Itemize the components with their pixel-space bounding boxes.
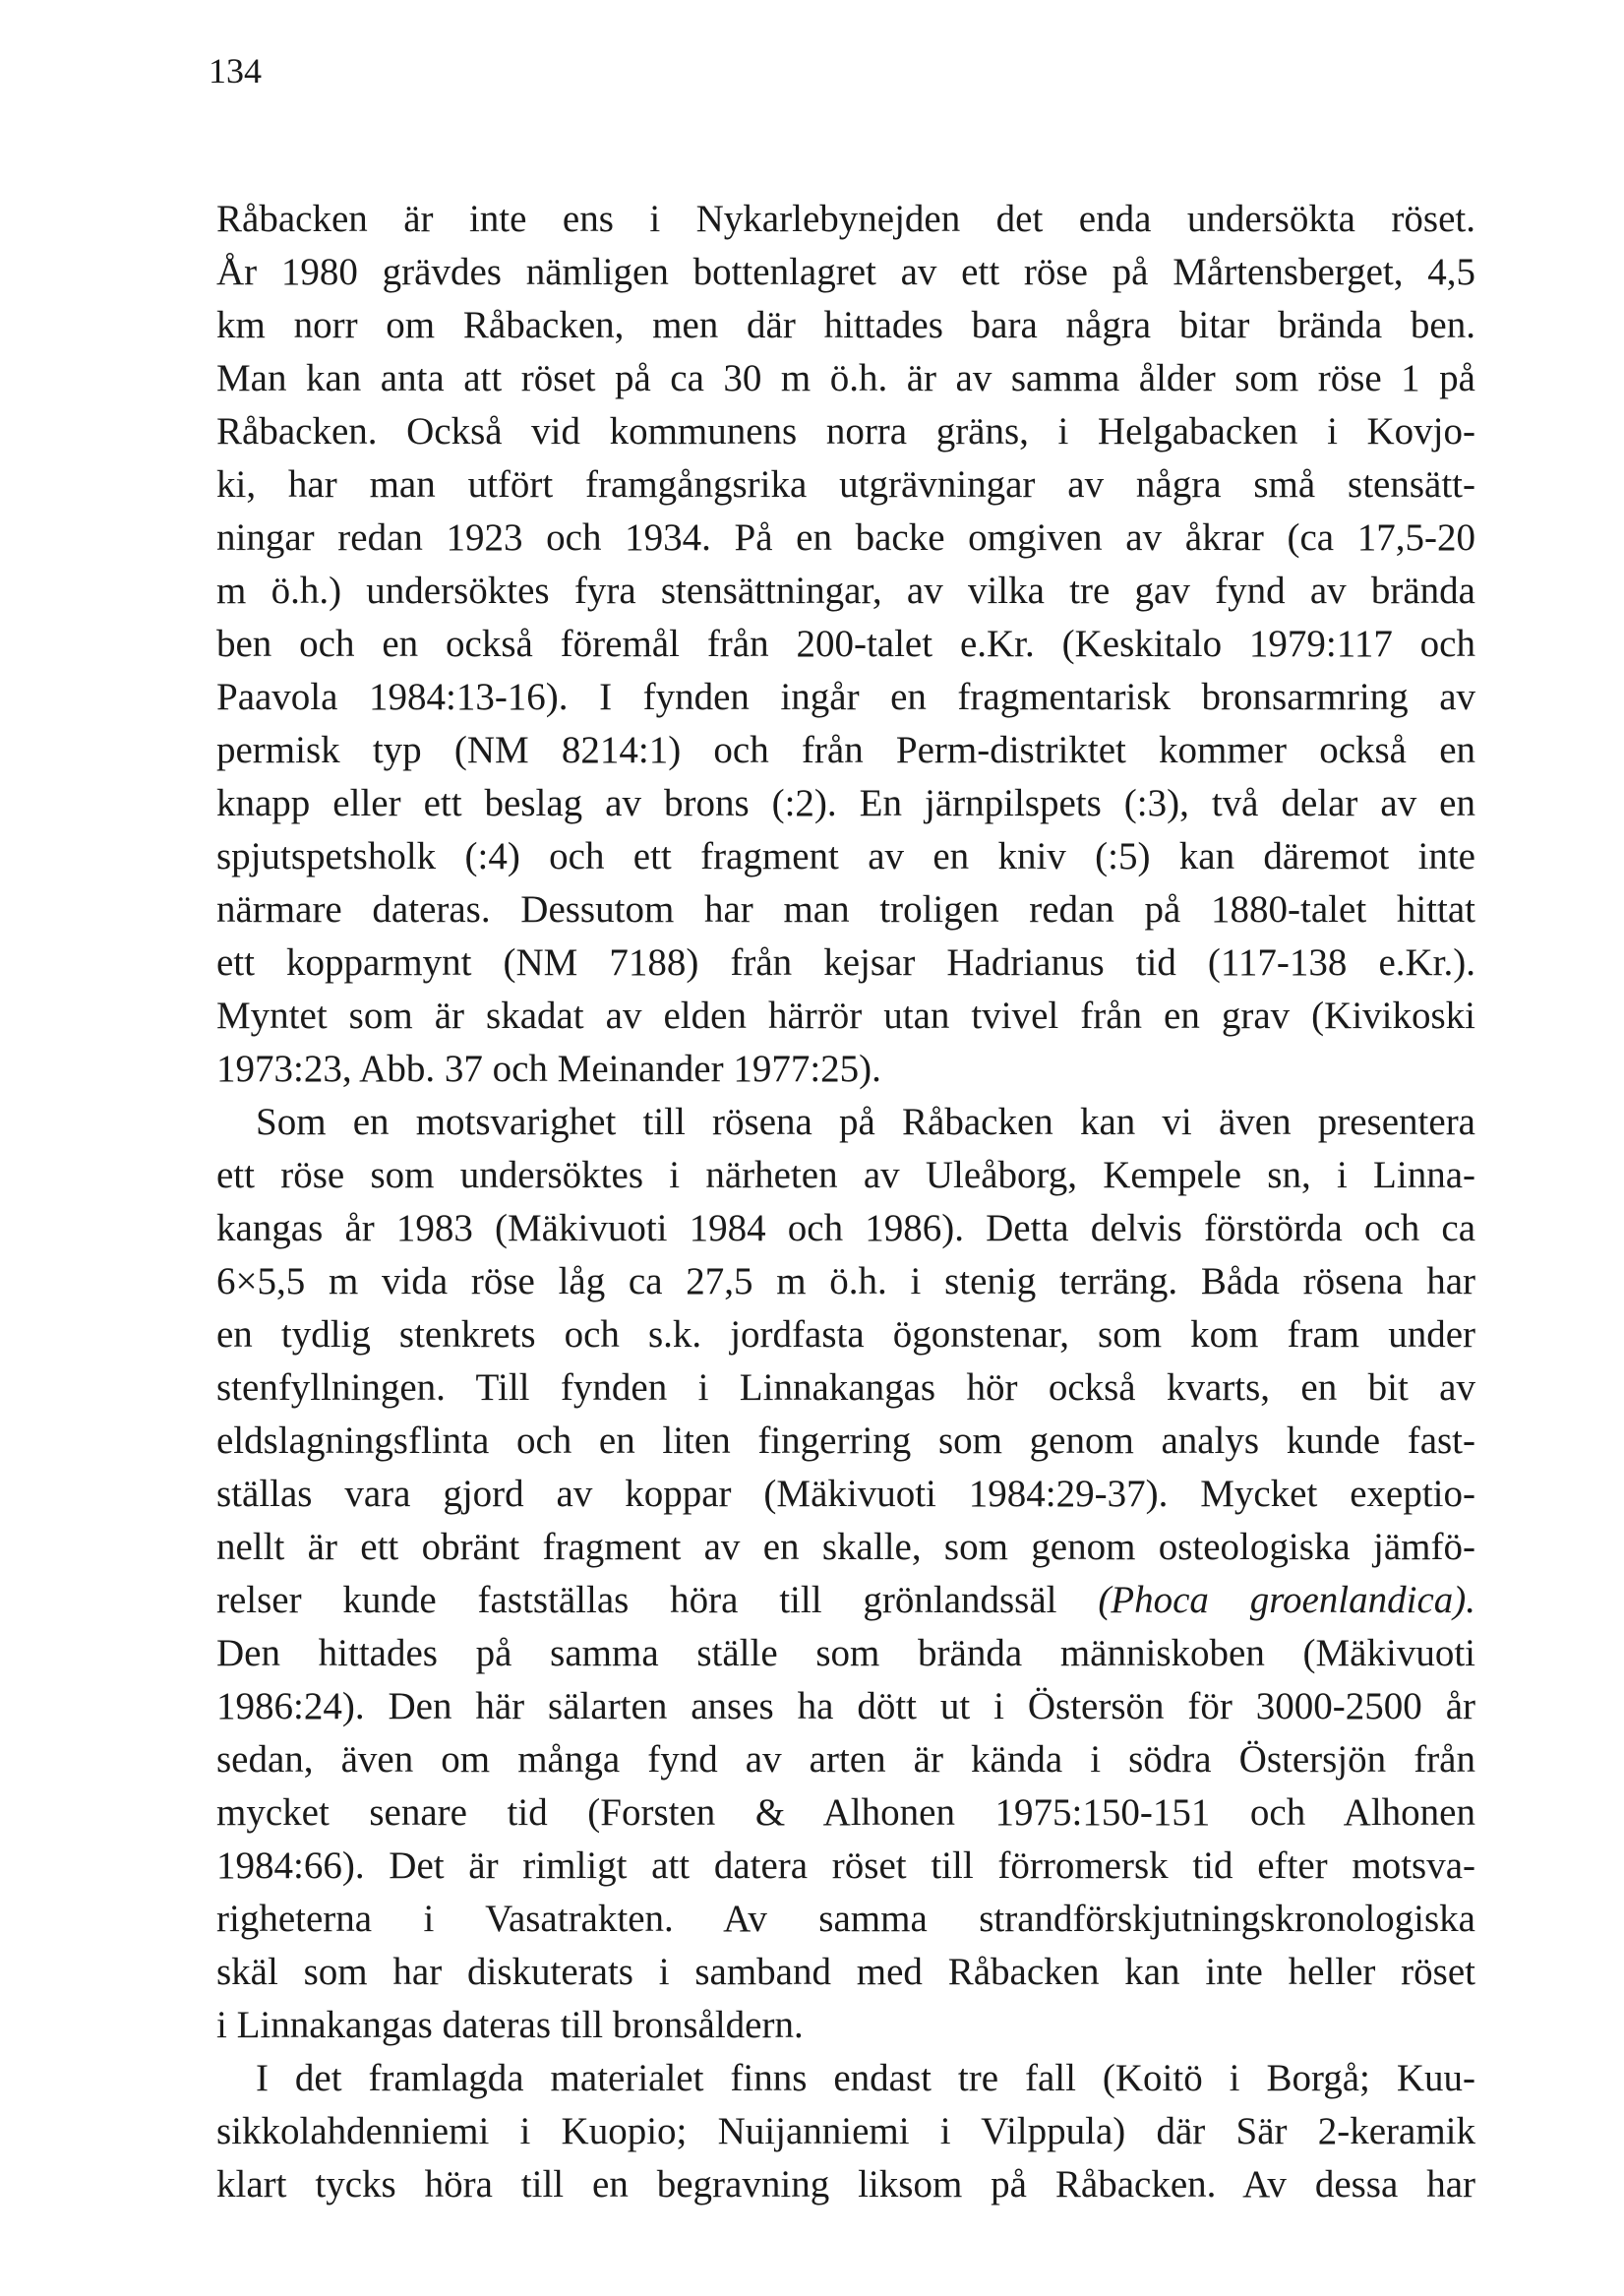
text-line: I det framlagda materialet finns endast tre fall (Koitö i Borgå; Kuu- <box>256 2057 1475 2099</box>
text-line: Paavola 1984:13-16). I fynden ingår en fragmentarisk bronsarmring av <box>216 676 1475 718</box>
text-line: År 1980 grävdes nämligen bottenlagret av ett röse på Mårtensberget, 4,5 <box>216 251 1475 293</box>
paragraph-1 <box>216 193 1475 1096</box>
text-line: sikkolahdenniemi i Kuopio; Nuijanniemi i Vilppula) där Sär 2-keramik <box>216 2110 1475 2152</box>
text-line: ett kopparmynt (NM 7188) från kejsar Hadrianus tid (117-138 e.Kr.). <box>216 941 1475 984</box>
text-line: ningar redan 1923 och 1934. På en backe omgiven av åkrar (ca 17,5-20 <box>216 516 1475 559</box>
species-name-italic: (Phoca groenlandica). <box>1098 1579 1475 1621</box>
text-line: ett röse som undersöktes i närheten av Uleåborg, Kempele sn, i Linna- <box>216 1154 1475 1196</box>
text-line: m ö.h.) undersöktes fyra stensättningar, av vilka tre gav fynd av brända <box>216 570 1475 612</box>
text-line: 1986:24). Den här sälarten anses ha dött ut i Östersön för 3000-2500 år <box>216 1685 1475 1727</box>
text-line: ställas vara gjord av koppar (Mäkivuoti 1984:29-37). Mycket exeptio- <box>216 1473 1475 1515</box>
text-line: Myntet som är skadat av elden härrör utan tvivel från en grav (Kivikoski <box>216 995 1475 1037</box>
text-line: km norr om Råbacken, men där hittades bara några bitar brända ben. <box>216 304 1475 346</box>
text-line: nellt är ett obränt fragment av en skalle, som genom osteologiska jämfö- <box>216 1526 1475 1568</box>
text-line: sedan, även om många fynd av arten är kända i södra Östersjön från <box>216 1738 1475 1781</box>
text-line: Som en motsvarighet till rösena på Råbacken kan vi även presentera <box>256 1101 1475 1143</box>
text-line: i Linnakangas dateras till bronsåldern. <box>216 2004 804 2046</box>
text-line: Råbacken är inte ens i Nykarlebynejden det enda undersökta röset. <box>216 198 1475 240</box>
text-line: spjutspetsholk (:4) och ett fragment av en kniv (:5) kan däremot inte <box>216 835 1475 877</box>
paragraph-3 <box>216 2052 1475 2211</box>
page-number: 134 <box>209 51 262 91</box>
text-line: en tydlig stenkrets och s.k. jordfasta ögonstenar, som kom fram under <box>216 1313 1475 1356</box>
body-text <box>216 193 1475 2211</box>
text-line: mycket senare tid (Forsten & Alhonen 1975:150-151 och Alhonen <box>216 1791 1475 1834</box>
text-line: knapp eller ett beslag av brons (:2). En järnpilspets (:3), två delar av en <box>216 782 1475 824</box>
text-line: 1984:66). Det är rimligt att datera röset till förromersk tid efter motsva- <box>216 1844 1475 1887</box>
text-line: stenfyllningen. Till fynden i Linnakangas hör också kvarts, en bit av <box>216 1366 1475 1409</box>
text-line: 1973:23, Abb. 37 och Meinander 1977:25). <box>216 1048 881 1090</box>
text-line: 6×5,5 m vida röse låg ca 27,5 m ö.h. i stenig terräng. Båda rösena har <box>216 1260 1475 1302</box>
text-line: eldslagningsflinta och en liten fingerring som genom analys kunde fast- <box>216 1420 1475 1462</box>
text-line: närmare dateras. Dessutom har man troligen redan på 1880-talet hittat <box>216 888 1475 931</box>
text-line: ben och en också föremål från 200-talet e.Kr. (Keskitalo 1979:117 och <box>216 623 1475 665</box>
text-line: skäl som har diskuterats i samband med Råbacken kan inte heller röset <box>216 1951 1475 1993</box>
text-line: Den hittades på samma ställe som brända människoben (Mäkivuoti <box>216 1632 1475 1674</box>
text-segment: relser kunde fastställas höra till grönlandssäl <box>216 1579 1099 1621</box>
paragraph-2 <box>216 1096 1475 2052</box>
text-line: ki, har man utfört framgångsrika utgrävningar av några små stensätt- <box>216 463 1475 506</box>
text-line: righeterna i Vasatrakten. Av samma strandförskjutningskronologiska <box>216 1898 1475 1940</box>
text-line: Man kan anta att röset på ca 30 m ö.h. är av samma ålder som röse 1 på <box>216 357 1475 399</box>
text-line: permisk typ (NM 8214:1) och från Perm-distriktet kommer också en <box>216 729 1475 771</box>
text-line: kangas år 1983 (Mäkivuoti 1984 och 1986). Detta delvis förstörda och ca <box>216 1207 1475 1249</box>
text-line: klart tycks höra till en begravning liksom på Råbacken. Av dessa har <box>216 2163 1475 2205</box>
text-line-with-italic <box>216 1574 1475 1627</box>
text-line: Råbacken. Också vid kommunens norra gräns, i Helgabacken i Kovjo- <box>216 410 1475 453</box>
